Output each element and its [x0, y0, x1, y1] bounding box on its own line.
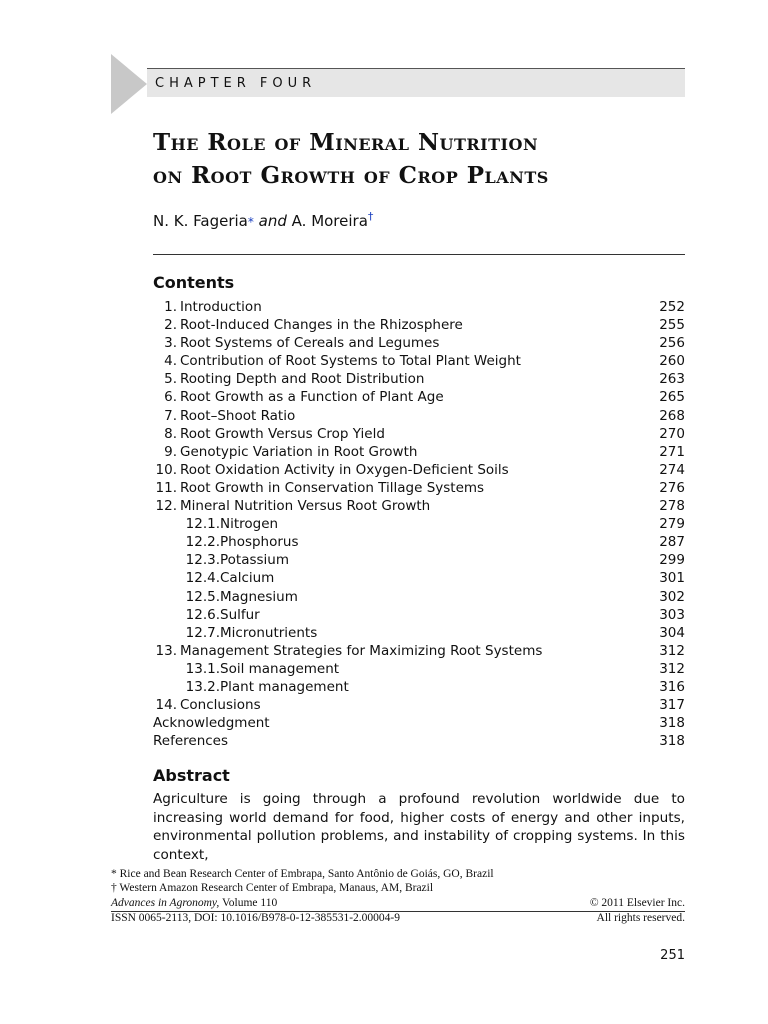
journal-volume: Volume 110 — [221, 897, 278, 909]
toc-page: 256 — [659, 335, 685, 352]
toc-label: Mineral Nutrition Versus Root Growth — [180, 498, 431, 515]
toc-number: 10. — [155, 461, 177, 478]
toc-label: Phosphorus — [220, 534, 299, 551]
page-number: 251 — [660, 948, 685, 963]
toc-label: Introduction — [180, 299, 262, 315]
toc-page: 255 — [659, 317, 685, 334]
toc-label: Contribution of Root Systems to Total Plant Weight — [180, 353, 521, 370]
toc-number: 12.2. — [185, 534, 220, 551]
toc-label: Acknowledgment — [153, 715, 270, 732]
footnote-text: Rice and Bean Research Center of Embrapa, Santo Antônio de Goiás, GO, Brazil — [119, 868, 494, 880]
toc-page: 287 — [659, 534, 685, 551]
toc-label: Micronutrients — [220, 624, 318, 641]
toc-entry — [153, 678, 685, 696]
toc-number: 2. — [164, 317, 177, 334]
toc-label: Potassium — [220, 552, 290, 569]
section-divider — [153, 254, 685, 255]
toc-label: Soil management — [220, 660, 340, 677]
chapter-arrow-decoration — [111, 54, 147, 114]
toc-number: 6. — [164, 389, 177, 406]
toc-page: 278 — [659, 498, 685, 515]
toc-number: 12.5. — [185, 588, 220, 605]
toc-entry — [153, 352, 685, 370]
toc-page: 312 — [659, 660, 685, 677]
author-conjunction: and — [258, 212, 287, 230]
article-title-line: The Role of Mineral Nutrition — [153, 129, 539, 156]
article-title — [153, 126, 693, 192]
toc-number: 8. — [164, 425, 177, 442]
toc-label: Sulfur — [220, 606, 260, 623]
toc-label: Nitrogen — [220, 516, 279, 533]
affiliation-footnote — [111, 882, 433, 894]
toc-label: Root Growth as a Function of Plant Age — [180, 389, 444, 406]
toc-number: 12.7. — [185, 624, 220, 641]
toc-number: 1. — [164, 299, 177, 315]
copyright-notice: © 2011 Elsevier Inc. — [589, 897, 685, 909]
toc-label: Conclusions — [180, 697, 261, 714]
toc-entry — [153, 425, 685, 443]
toc-label: Rooting Depth and Root Distribution — [180, 371, 425, 388]
toc-page: 265 — [659, 389, 685, 406]
toc-entry — [153, 388, 685, 406]
abstract-heading: Abstract — [153, 766, 230, 785]
toc-label: Genotypic Variation in Root Growth — [180, 443, 418, 460]
toc-entry — [153, 461, 685, 479]
toc-entry — [153, 334, 685, 352]
toc-label: Root Growth Versus Crop Yield — [180, 425, 385, 442]
table-of-contents — [153, 298, 685, 750]
toc-page: 302 — [659, 588, 685, 605]
toc-page: 312 — [659, 642, 685, 659]
toc-page: 260 — [659, 353, 685, 370]
toc-label: Magnesium — [220, 588, 298, 605]
toc-label: Root-Induced Changes in the Rhizosphere — [180, 317, 463, 334]
toc-page: 271 — [659, 443, 685, 460]
toc-entry — [153, 407, 685, 425]
toc-entry — [153, 732, 685, 750]
author-line — [153, 210, 373, 230]
toc-label: References — [153, 733, 229, 750]
affiliation-footnote — [111, 868, 494, 880]
toc-label: Root Oxidation Activity in Oxygen-Deficient Soils — [180, 461, 509, 478]
footnote-text: Western Amazon Research Center of Embrapa, Manaus, AM, Brazil — [119, 882, 434, 894]
abstract-text: Agriculture is going through a profound revolution worldwide due to increasing world demand for food, higher costs of energy and other inputs, environmental pollution problems, and instability of cropping systems. In this context, — [153, 791, 685, 863]
toc-entry — [153, 515, 685, 533]
chapter-label: CHAPTER FOUR — [155, 76, 317, 91]
toc-page: 263 — [659, 371, 685, 388]
toc-page: 316 — [659, 678, 685, 695]
toc-entry — [153, 660, 685, 678]
toc-page: 303 — [659, 606, 685, 623]
toc-entry — [153, 298, 685, 316]
toc-entry — [153, 588, 685, 606]
journal-name: Advances in Agronomy, — [111, 897, 220, 909]
toc-entry — [153, 443, 685, 461]
toc-page: 252 — [659, 299, 685, 315]
toc-entry — [153, 316, 685, 334]
author-name: N. K. Fageria — [153, 212, 248, 230]
toc-entry — [153, 551, 685, 569]
toc-entry — [153, 479, 685, 497]
toc-number: 12.1. — [185, 516, 220, 533]
toc-page: 318 — [659, 733, 685, 750]
toc-page: 276 — [659, 479, 685, 496]
author-name: A. Moreira — [291, 212, 368, 230]
toc-label: Plant management — [220, 678, 349, 695]
toc-label: Root Systems of Cereals and Legumes — [180, 335, 440, 352]
toc-entry — [153, 642, 685, 660]
footnote-mark: * — [111, 868, 117, 880]
toc-number: 14. — [155, 697, 177, 714]
toc-page: 274 — [659, 461, 685, 478]
toc-number: 13. — [155, 642, 177, 659]
toc-number: 7. — [164, 407, 177, 424]
rights-notice: All rights reserved. — [596, 912, 685, 924]
toc-number: 13.2. — [185, 678, 220, 695]
contents-heading: Contents — [153, 273, 235, 292]
toc-page: 299 — [659, 552, 685, 569]
toc-number: 12.3. — [185, 552, 220, 569]
journal-citation — [111, 897, 277, 909]
toc-number: 12.6. — [185, 606, 220, 623]
toc-entry — [153, 370, 685, 388]
toc-page: 279 — [659, 516, 685, 533]
toc-number: 12.4. — [185, 570, 220, 587]
toc-number: 3. — [164, 335, 177, 352]
toc-entry — [153, 624, 685, 642]
article-title-line: on Root Growth of Crop Plants — [153, 162, 549, 189]
toc-page: 268 — [659, 407, 685, 424]
toc-page: 318 — [659, 715, 685, 732]
toc-entry — [153, 696, 685, 714]
toc-number: 5. — [164, 371, 177, 388]
toc-page: 317 — [659, 697, 685, 714]
author-affiliation-mark: † — [367, 210, 374, 223]
toc-label: Management Strategies for Maximizing Root Systems — [180, 642, 543, 659]
toc-entry — [153, 606, 685, 624]
author-affiliation-mark: * — [247, 215, 254, 229]
toc-number: 11. — [155, 479, 177, 496]
toc-number: 4. — [164, 353, 177, 370]
toc-number: 9. — [164, 443, 177, 460]
toc-entry — [153, 497, 685, 515]
toc-label: Root Growth in Conservation Tillage Systems — [180, 479, 485, 496]
toc-entry — [153, 569, 685, 587]
toc-page: 301 — [659, 570, 685, 587]
toc-label: Root–Shoot Ratio — [180, 407, 296, 424]
footnote-mark: † — [111, 882, 117, 894]
toc-page: 270 — [659, 425, 685, 442]
issn-doi: ISSN 0065-2113, DOI: 10.1016/B978-0-12-385531-2.00004-9 — [111, 912, 400, 924]
toc-entry — [153, 714, 685, 732]
toc-number: 12. — [155, 498, 177, 515]
toc-page: 304 — [659, 624, 685, 641]
toc-entry — [153, 533, 685, 551]
toc-number: 13.1. — [185, 660, 220, 677]
toc-label: Calcium — [220, 570, 275, 587]
